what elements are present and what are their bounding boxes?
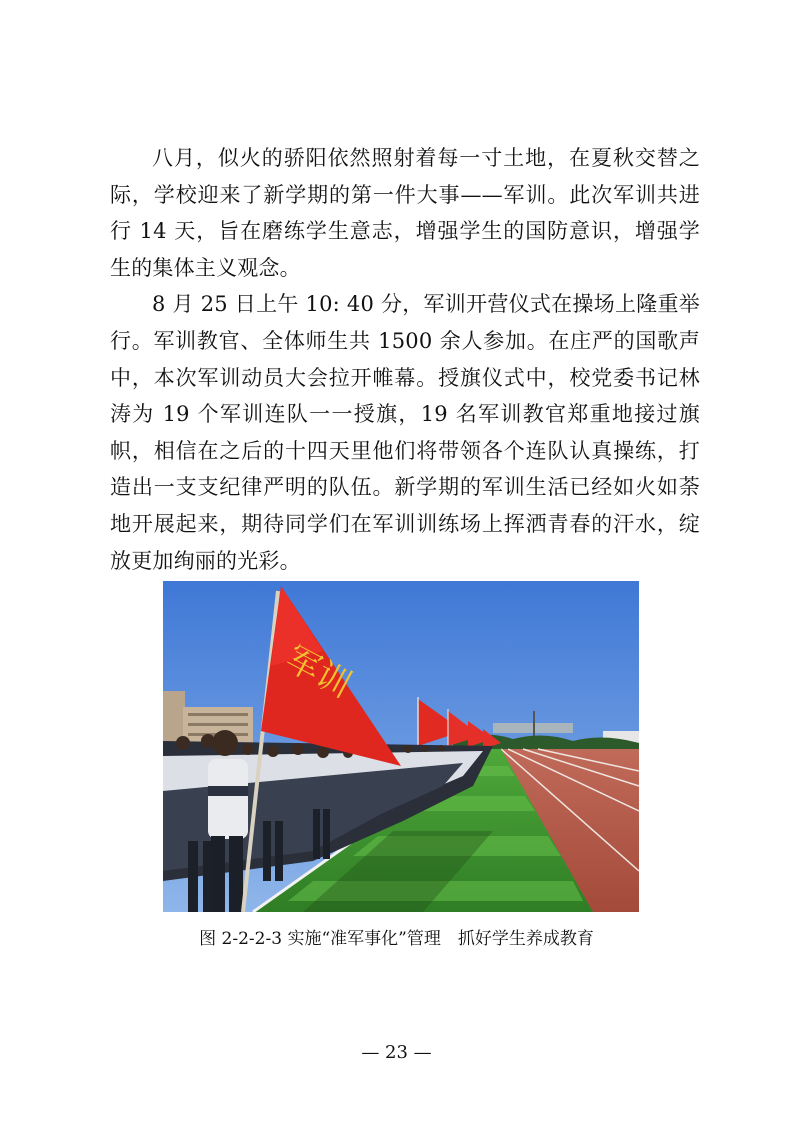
figure-caption: 图 2-2-2-3 实施“准军事化”管理 抓好学生养成教育 <box>199 929 594 949</box>
photo-illustration <box>163 581 639 912</box>
flag-text: 军训 <box>278 638 358 706</box>
paragraph-1: 八月，似火的骄阳依然照射着每一寸土地，在夏秋交替之际，学校迎来了新学期的第一件大事——军训。此次军训共进行 14 天，旨在磨练学生意志，增强学生的国防意识，增强学生的集体主义观念。 <box>110 146 700 280</box>
military-training-photo <box>163 581 639 912</box>
paragraph-2: 8 月 25 日上午 10: 40 分，军训开营仪式在操场上隆重举行。军训教官、全体师生共 1500 余人参加。在庄严的国歌声中，本次军训动员大会拉开帷幕。授旗仪式中，校党委书记林涛为 19 个军训连队一一授旗，19 名军训教官郑重地接过旗帜，相信在之后的十四天里他们将带领各个连队认真操练，打造出一支支纪律严明的队伍。新学期的军训生活已经如火如荼地开展起来，期待同学们在军训训练场上挥洒青春的汗水，绽放更加绚丽的光彩。 <box>110 292 700 573</box>
body-text <box>110 140 700 579</box>
page-number: — 23 — <box>361 1042 432 1063</box>
